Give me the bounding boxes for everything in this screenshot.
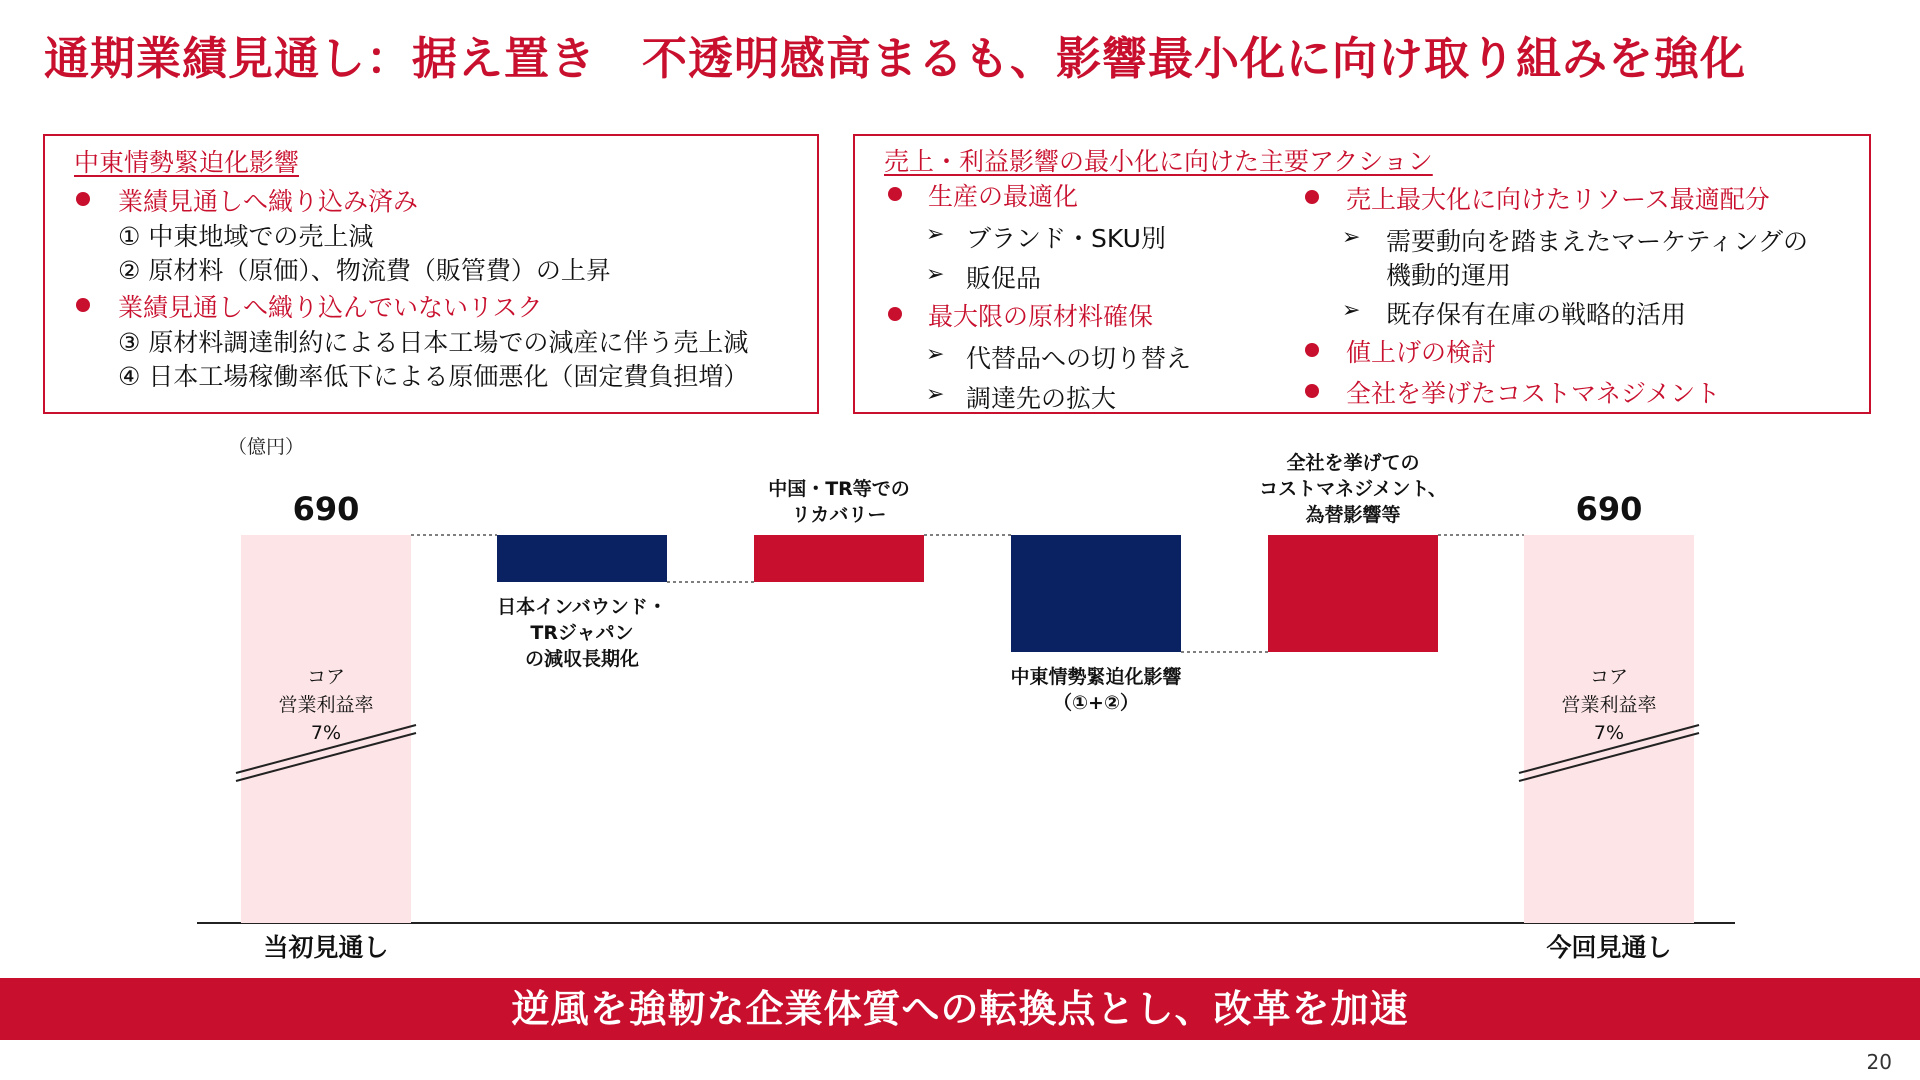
bar-inner-label-end: 営業利益率: [1561, 694, 1657, 716]
bullet-dot: [76, 298, 90, 312]
waterfall-chart: [0, 420, 1920, 980]
bar-label-d1: TRジャパン: [530, 622, 634, 644]
impact-item-2: ② 原材料（原価）、物流費（販管費）の上昇: [118, 256, 611, 285]
arrow-bullet-icon: ➢: [926, 342, 945, 367]
bar-inner-label-start: 7%: [310, 722, 342, 744]
bar-d2: [1011, 535, 1181, 652]
action-sub-inventory: 既存保有在庫の戦略的活用: [1386, 300, 1687, 329]
impact-item-1: ① 中東地域での売上減: [118, 222, 374, 251]
unpriced-risk-bullet: 業績見通しへ織り込んでいないリスク: [118, 293, 543, 322]
unit-label: （億円）: [228, 436, 305, 458]
bottom-banner: 逆風を強靭な企業体質への転換点とし、改革を加速: [0, 978, 1920, 1040]
priced-in-bullet: 業績見通しへ織り込み済み: [118, 187, 419, 216]
action-sub-brand-sku: ブランド・SKU別: [966, 224, 1166, 253]
bullet-dot: [888, 307, 902, 321]
action-price-increase: 値上げの検討: [1346, 338, 1497, 367]
bar-inner-label-end: 7%: [1593, 722, 1625, 744]
arrow-bullet-icon: ➢: [926, 382, 945, 407]
middle-east-impact-heading: 中東情勢緊迫化影響: [74, 148, 300, 177]
bar-inner-label-start: 営業利益率: [278, 694, 374, 716]
value-label-end: 690: [1575, 490, 1643, 528]
bar-label-u1: リカバリー: [791, 504, 887, 526]
bullet-dot: [888, 187, 902, 201]
page-number: 20: [1866, 1050, 1892, 1074]
category-label-start: 当初見通し: [263, 933, 389, 962]
impact-item-4: ④ 日本工場稼働率低下による原価悪化（固定費負担増）: [118, 362, 749, 391]
bar-label-d1: 日本インバウンド・: [497, 596, 667, 618]
impact-item-3: ③ 原材料調達制約による日本工場での減産に伴う売上減: [118, 328, 749, 357]
bar-u1: [754, 535, 924, 582]
action-material-securing: 最大限の原材料確保: [928, 302, 1154, 331]
arrow-bullet-icon: ➢: [1342, 225, 1361, 250]
action-sub-marketing-2: 機動的運用: [1386, 261, 1512, 290]
action-sub-marketing-1: 需要動向を踏まえたマーケティングの: [1386, 227, 1809, 256]
bar-label-d2: 中東情勢緊迫化影響: [1010, 666, 1182, 688]
action-sub-promo-items: 販促品: [966, 264, 1042, 293]
page-title: 通期業績見通し：据え置き 不透明感高まるも、影響最小化に向け取り組みを強化: [44, 32, 1747, 85]
bar-label-d2: （①+②）: [1052, 692, 1140, 714]
arrow-bullet-icon: ➢: [1342, 298, 1361, 323]
bar-inner-label-end: コア: [1589, 666, 1629, 688]
action-resource-allocation: 売上最大化に向けたリソース最適配分: [1346, 185, 1770, 214]
action-cost-management: 全社を挙げたコストマネジメント: [1346, 379, 1721, 408]
value-label-start: 690: [292, 490, 360, 528]
category-label-end: 今回見通し: [1546, 933, 1672, 962]
bar-inner-label-start: コア: [306, 666, 346, 688]
arrow-bullet-icon: ➢: [926, 262, 945, 287]
action-sub-substitutes: 代替品への切り替え: [966, 344, 1192, 373]
key-actions-heading: 売上・利益影響の最小化に向けた主要アクション: [884, 147, 1433, 176]
arrow-bullet-icon: ➢: [926, 222, 945, 247]
action-production-optimization: 生産の最適化: [928, 182, 1079, 211]
bar-d1: [497, 535, 667, 582]
bullet-dot: [1305, 190, 1319, 204]
bullet-dot: [1305, 384, 1319, 398]
bar-label-u2: 為替影響等: [1305, 504, 1401, 526]
bar-label-u2: 全社を挙げての: [1286, 452, 1420, 474]
bullet-dot: [1305, 343, 1319, 357]
bar-label-u2: コストマネジメント、: [1259, 478, 1447, 500]
bar-label-d1: の減収長期化: [524, 648, 640, 670]
bar-label-u1: 中国・TR等での: [768, 478, 910, 500]
bullet-dot: [76, 192, 90, 206]
action-sub-supplier-expansion: 調達先の拡大: [966, 384, 1117, 413]
bar-u2: [1268, 535, 1438, 652]
